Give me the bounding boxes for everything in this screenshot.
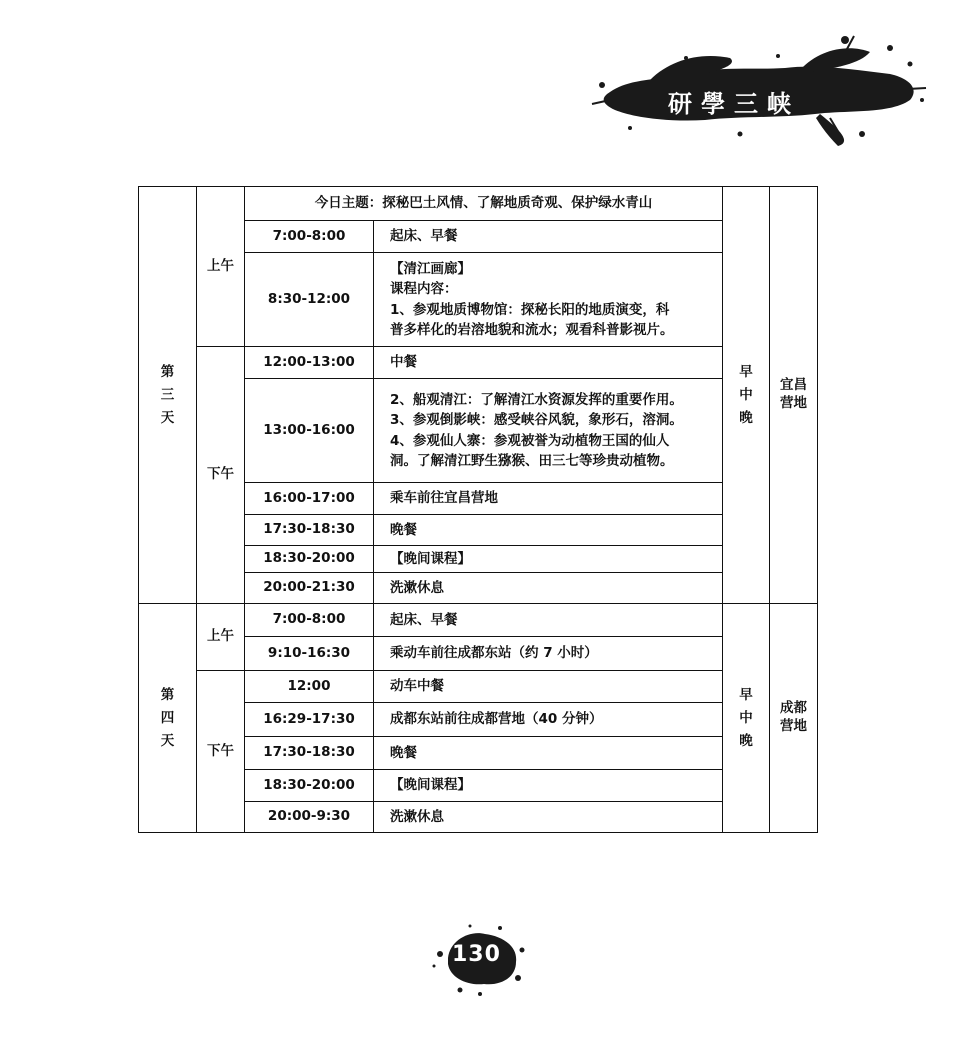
lodging-cell: 宜昌 营地 <box>770 187 818 604</box>
half-day-label: 上午 <box>197 604 245 671</box>
half-day-label: 上午 <box>197 187 245 347</box>
activity-cell: 【晚间课程】 <box>374 770 723 802</box>
meals-cell: 早 中 晚 <box>723 604 770 833</box>
half-day-label: 下午 <box>197 347 245 604</box>
schedule-table <box>138 186 818 833</box>
day-label: 第 四 天 <box>139 604 197 833</box>
time-cell: 7:00-8:00 <box>245 221 374 253</box>
time-cell: 8:30-12:00 <box>245 253 374 347</box>
half-day-label: 下午 <box>197 671 245 833</box>
activity-cell: 乘动车前往成都东站（约 7 小时） <box>374 637 723 671</box>
table-row <box>139 347 818 379</box>
header-title: 研學三峡 <box>668 89 800 118</box>
activity-cell: 晚餐 <box>374 515 723 546</box>
time-cell: 18:30-20:00 <box>245 770 374 802</box>
time-cell: 16:29-17:30 <box>245 703 374 737</box>
lodging-cell: 成都 营地 <box>770 604 818 833</box>
activity-cell: 2、船观清江：了解清江水资源发挥的重要作用。 3、参观倒影峡：感受峡谷风貌，象形石，溶洞。 4、参观仙人寨：参观被誉为动植物王国的仙人 洞。了解清江野生猕猴、田三七等珍贵动植物。 <box>374 379 723 483</box>
page-number: 130 <box>452 942 501 967</box>
activity-cell: 起床、早餐 <box>374 221 723 253</box>
table-row <box>139 187 818 221</box>
meals-cell: 早 中 晚 <box>723 187 770 604</box>
day-label: 第 三 天 <box>139 187 197 604</box>
time-cell: 18:30-20:00 <box>245 546 374 573</box>
time-cell: 20:00-21:30 <box>245 573 374 604</box>
table-row <box>139 604 818 637</box>
activity-cell: 【清江画廊】 课程内容： 1、参观地质博物馆：探秘长阳的地质演变，科 普多样化的岩溶地貌和流水；观看科普影视片。 <box>374 253 723 347</box>
table-row <box>139 671 818 703</box>
activity-cell: 中餐 <box>374 347 723 379</box>
activity-cell: 动车中餐 <box>374 671 723 703</box>
time-cell: 17:30-18:30 <box>245 515 374 546</box>
time-cell: 12:00-13:00 <box>245 347 374 379</box>
time-cell: 20:00-9:30 <box>245 802 374 833</box>
activity-cell: 【晚间课程】 <box>374 546 723 573</box>
activity-cell: 起床、早餐 <box>374 604 723 637</box>
activity-cell: 晚餐 <box>374 737 723 770</box>
time-cell: 13:00-16:00 <box>245 379 374 483</box>
time-cell: 7:00-8:00 <box>245 604 374 637</box>
time-cell: 9:10-16:30 <box>245 637 374 671</box>
time-cell: 16:00-17:00 <box>245 483 374 515</box>
day-theme: 今日主题：探秘巴土风情、了解地质奇观、保护绿水青山 <box>245 187 723 221</box>
activity-cell: 成都东站前往成都营地（40 分钟） <box>374 703 723 737</box>
activity-cell: 洗漱休息 <box>374 573 723 604</box>
time-cell: 12:00 <box>245 671 374 703</box>
activity-cell: 乘车前往宜昌营地 <box>374 483 723 515</box>
time-cell: 17:30-18:30 <box>245 737 374 770</box>
activity-cell: 洗漱休息 <box>374 802 723 833</box>
